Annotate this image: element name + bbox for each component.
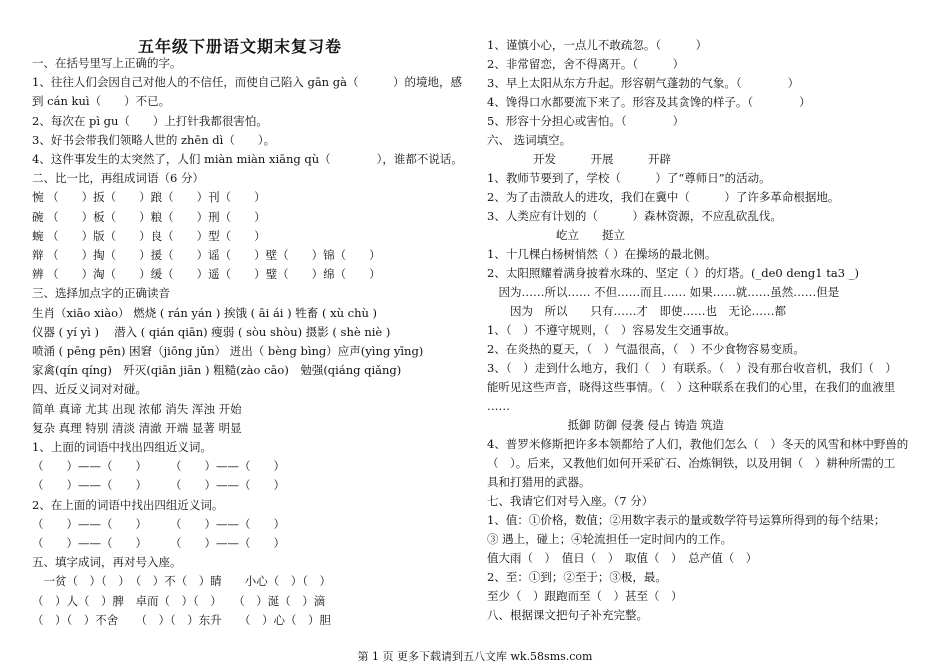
right-line: 能听见这些声音，晓得这些事情。（ ）这种联系在我们的心里，在我们的血液里 bbox=[487, 380, 896, 394]
left-line: 1、往往人们会因自己对他人的不信任，而使自己陷入 gān gà（ ）的境地，感 bbox=[32, 75, 462, 90]
right-line: 抵御 防御 侵袭 侵占 铸造 筑造 bbox=[487, 418, 724, 432]
left-line: （ ）——（ ） （ ）——（ ） bbox=[32, 536, 285, 550]
right-line: 屹立 挺立 bbox=[487, 228, 625, 242]
left-line: 3、好书会带我们领略人世的 zhēn dì（ ）。 bbox=[32, 132, 276, 147]
right-line: 2、为了击溃敌人的进攻，我们在冀中（ ）了许多革命根据地。 bbox=[487, 190, 840, 204]
right-line: 1、教师节要到了，学校（ ）了“尊师日”的活动。 bbox=[487, 171, 771, 185]
left-line: 四、近反义词对对碰。 bbox=[32, 382, 147, 397]
left-line: 蜿 （ ）版（ ）良（ ）型（ ） bbox=[32, 228, 266, 243]
right-line: 1、值：①价格，数值；②用数字表示的量或数学符号运算所得到的每个结果； bbox=[487, 513, 886, 527]
right-line: …… bbox=[487, 399, 510, 413]
right-line: （ ）。后来，又教他们如何开采矿石、冶炼铜铁，以及用铜（ ）耕种所需的工 bbox=[487, 456, 896, 470]
left-line: （ ）人（ ）脾 卓而（ ）（ ） （ ）涎（ ）滴 bbox=[32, 593, 326, 608]
right-line: 1、谨慎小心，一点儿不敢疏忽。（ ） bbox=[487, 38, 708, 52]
left-line: 三、选择加点字的正确读音 bbox=[32, 286, 170, 301]
left-line: 1、上面的词语中找出四组近义词。 bbox=[32, 440, 212, 454]
left-line: （ ）——（ ） （ ）——（ ） bbox=[32, 516, 285, 531]
right-line: 4、普罗米修斯把许多本领都给了人们，教他们怎么（ ）冬天的风雪和林中野兽的 bbox=[487, 437, 909, 451]
left-line: 2、在上面的词语中找出四组近义词。 bbox=[32, 497, 224, 512]
right-line: 因为 所以 只有……才 即使……也 无论……都 bbox=[487, 304, 786, 318]
right-line: 4、馋得口水都要流下来了。形容及其贪馋的样子。（ ） bbox=[487, 95, 811, 109]
right-line: 2、非常留恋，舍不得离开。（ ） bbox=[487, 57, 685, 71]
left-line: 2、每次在 pì gu（ ）上打针我都很害怕。 bbox=[32, 113, 268, 128]
right-line: ③ 遇上，碰上；④轮流担任一定时间内的工作。 bbox=[487, 532, 733, 546]
right-line: 具和打猎用的武器。 bbox=[487, 475, 591, 489]
right-line: 5、形容十分担心或害怕。（ ） bbox=[487, 114, 685, 128]
left-line: 一贫（ ）（ ） （ ）不（ ）睛 小心（ ）（ ） bbox=[32, 574, 331, 589]
right-line: 2、至：①到；②至于；③极，最。 bbox=[487, 570, 667, 584]
right-line: 3、早上太阳从东方升起。形容朝气蓬勃的气象。（ ） bbox=[487, 76, 800, 90]
left-line: 碗 （ ）板（ ）粮（ ）刑（ ） bbox=[32, 209, 266, 224]
page-title: 五年级下册语文期末复习卷 bbox=[137, 37, 342, 56]
right-line: 3、（ ）走到什么地方，我们（ ）有联系。（ ）没有那台收音机，我们（ ） bbox=[487, 361, 897, 375]
left-line: 辨 （ ）淘（ ）缓（ ）遥（ ）璧（ ）绵（ ） bbox=[32, 267, 381, 282]
left-line: （ ）（ ）不舍 （ ）（ ）东升 （ ）心（ ）胆 bbox=[32, 612, 331, 627]
left-line: 家禽(qín qíng) 歼灭(qiān jiān ) 粗糙(zào cāo) 勉强(qiáng qiǎng) bbox=[32, 363, 402, 378]
page-footer: 第 1 页 更多下载请到五八文库 wk.58sms.com bbox=[357, 650, 593, 663]
right-line: 值大雨（ ） 值日（ ） 取值（ ） 总产值（ ） bbox=[487, 551, 758, 565]
right-line: 八、根据课文把句子补充完整。 bbox=[487, 608, 648, 622]
left-line: 喷涌 ( pēng pēn) 困窘（jiōng jǔn） 迸出（ bèng bìng）应声(yìng yīng) bbox=[32, 344, 424, 358]
left-line: 生肖（xiāo xiào） 燃烧 ( rán yán ) 挨饿 ( āi ái ) 牲畜 ( xù chù ) bbox=[32, 305, 378, 320]
right-line: 1、十几棵白杨树悄然（ ）在操场的最北侧。 bbox=[487, 247, 717, 261]
right-line: 六、 选词填空。 bbox=[487, 133, 572, 147]
right-line: 七、我请它们对号入座。（7 分） bbox=[487, 494, 654, 508]
left-line: 辩 （ ）掏（ ）援（ ）谣（ ）壁（ ）锦（ ） bbox=[32, 248, 381, 262]
right-line: 2、太阳照耀着满身披着水珠的、坚定（ ）的灯塔。(_de0 deng1 ta3 _) bbox=[487, 266, 859, 280]
left-line: 到 cán kuì（ ）不已。 bbox=[32, 94, 171, 109]
right-line: 至少（ ）跟跑而至（ ）甚至（ ） bbox=[487, 589, 683, 603]
left-line: 复杂 真理 特别 清淡 清澈 开端 显著 明显 bbox=[32, 420, 242, 435]
right-line: 2、在炎热的夏天，（ ）气温很高，（ ）不少食物容易变质。 bbox=[487, 342, 805, 356]
left-line: 五、填字成词，再对号入座。 bbox=[32, 555, 182, 570]
left-line: 惋 （ ）扳（ ）踉（ ）刊（ ） bbox=[32, 190, 266, 205]
left-line: 仪器 ( yí yì ) 潜入 ( qián qiān) 瘦弱 ( sòu shòu) 摄影 ( shè niè ) bbox=[32, 324, 391, 339]
left-line: 一、在括号里写上正确的字。 bbox=[32, 56, 182, 70]
left-line: 简单 真谛 尤其 出现 浓郁 消失 浑浊 开始 bbox=[32, 401, 242, 416]
left-line: 二、比一比，再组成词语（6 分） bbox=[32, 171, 204, 186]
left-line: （ ）——（ ） （ ）——（ ） bbox=[32, 459, 285, 474]
right-line: 3、人类应有计划的（ ）森林资源，不应乱砍乱伐。 bbox=[487, 209, 782, 223]
right-line: 1、（ ）不遵守规则，（ ）容易发生交通事故。 bbox=[487, 323, 736, 337]
right-line: 因为……所以…… 不但……而且…… 如果……就……虽然……但是 bbox=[487, 285, 840, 299]
right-line: 开发 开展 开辟 bbox=[487, 152, 671, 166]
left-line: （ ）——（ ） （ ）——（ ） bbox=[32, 478, 285, 493]
left-line: 4、这件事发生的太突然了，人们 miàn miàn xiāng qù（ ），谁都不说话。 bbox=[32, 152, 463, 166]
